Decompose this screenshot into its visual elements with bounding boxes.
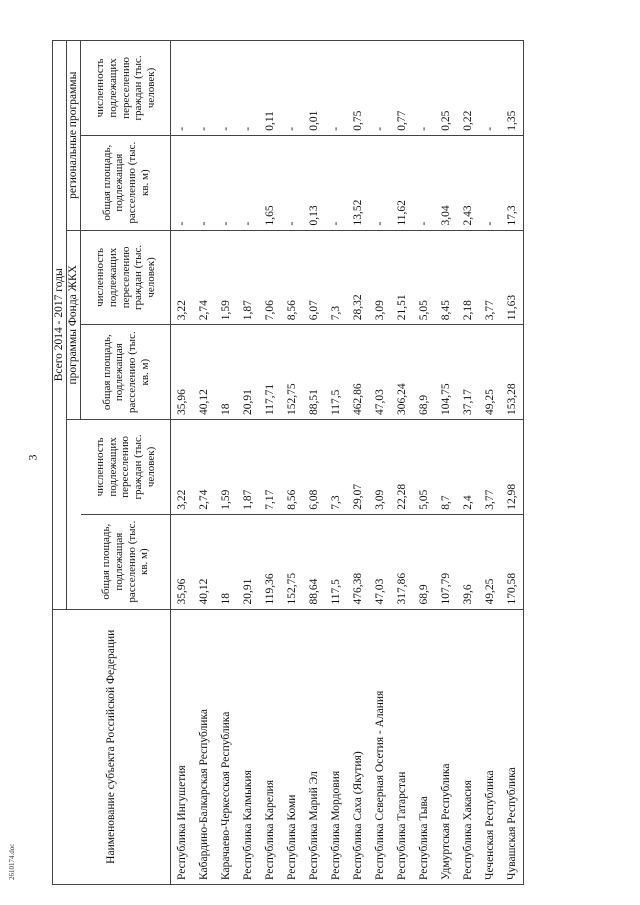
value-cell-c1: 49,25	[479, 514, 501, 609]
value-cell-c2: 1,59	[215, 420, 237, 515]
value-cell-c6: -	[413, 41, 435, 136]
subject-name-cell: Республика Калмыкия	[237, 609, 259, 884]
subject-column-header: Наименование субъекта Российской Федерации	[53, 609, 171, 884]
value-cell-c4: 1,59	[215, 230, 237, 325]
value-cell-c6: -	[479, 41, 501, 136]
value-cell-c2: 8,7	[435, 420, 457, 515]
value-cell-c6: 0,22	[457, 41, 479, 136]
value-cell-c5: -	[413, 135, 435, 230]
total-area-header: общая площадь, подлежащая расселению (тыс. кв. м)	[81, 514, 171, 609]
value-cell-c4: 8,56	[281, 230, 303, 325]
value-cell-c2: 12,98	[501, 420, 524, 515]
value-cell-c5: -	[369, 135, 391, 230]
rotated-table-container	[52, 40, 617, 885]
value-cell-c6: 0,11	[259, 41, 281, 136]
value-cell-c4: 28,32	[347, 230, 369, 325]
value-cell-c5: -	[193, 135, 215, 230]
value-cell-c2: 22,28	[391, 420, 413, 515]
value-cell-c3: 117,71	[259, 325, 281, 420]
value-cell-c3: 20,91	[237, 325, 259, 420]
value-cell-c5: -	[171, 135, 194, 230]
value-cell-c6: 0,75	[347, 41, 369, 136]
value-cell-c4: 7,3	[325, 230, 347, 325]
table-row	[215, 41, 237, 885]
value-cell-c4: 2,74	[193, 230, 215, 325]
value-cell-c4: 11,63	[501, 230, 524, 325]
value-cell-c4: 3,09	[369, 230, 391, 325]
value-cell-c4: 7,06	[259, 230, 281, 325]
value-cell-c5: -	[281, 135, 303, 230]
table-row	[237, 41, 259, 885]
value-cell-c4: 8,45	[435, 230, 457, 325]
value-cell-c1: 39,6	[457, 514, 479, 609]
table-row	[259, 41, 281, 885]
value-cell-c2: 7,3	[325, 420, 347, 515]
value-cell-c1: 47,03	[369, 514, 391, 609]
subject-name-cell: Удмуртская Республика	[435, 609, 457, 884]
value-cell-c1: 20,91	[237, 514, 259, 609]
value-cell-c6: -	[325, 41, 347, 136]
subject-name-cell: Республика Татарстан	[391, 609, 413, 884]
value-cell-c6: -	[193, 41, 215, 136]
value-cell-c3: 18	[215, 325, 237, 420]
subject-name-cell: Республика Мордовия	[325, 609, 347, 884]
value-cell-c3: 306,24	[391, 325, 413, 420]
value-cell-c5: 17,3	[501, 135, 524, 230]
subject-name-cell: Чеченская Республика	[479, 609, 501, 884]
rotated-table	[52, 40, 617, 885]
total-count-header: численность подлежащих переселению граждан (тыс. человек)	[81, 420, 171, 515]
value-cell-c4: 6,07	[303, 230, 325, 325]
table-row	[435, 41, 457, 885]
table-row	[479, 41, 501, 885]
subject-name-cell: Республика Коми	[281, 609, 303, 884]
subject-name-cell: Республика Саха (Якутия)	[347, 609, 369, 884]
value-cell-c3: 152,75	[281, 325, 303, 420]
value-cell-c4: 2,18	[457, 230, 479, 325]
value-cell-c2: 1,87	[237, 420, 259, 515]
table-row	[369, 41, 391, 885]
value-cell-c6: -	[237, 41, 259, 136]
value-cell-c3: 37,17	[457, 325, 479, 420]
regional-area-header: общая площадь, подлежащая расселению (тыс. кв. м)	[81, 135, 171, 230]
value-cell-c1: 119,36	[259, 514, 281, 609]
subject-name-cell: Республика Северная Осетия - Алания	[369, 609, 391, 884]
value-cell-c5: 3,04	[435, 135, 457, 230]
value-cell-c4: 5,05	[413, 230, 435, 325]
table-row	[501, 41, 524, 885]
table-row	[413, 41, 435, 885]
value-cell-c2: 2,74	[193, 420, 215, 515]
fund-area-header: общая площадь, подлежащая расселению (тыс. кв. м)	[81, 325, 171, 420]
value-cell-c5: 11,62	[391, 135, 413, 230]
table-row	[303, 41, 325, 885]
value-cell-c1: 18	[215, 514, 237, 609]
value-cell-c4: 3,77	[479, 230, 501, 325]
value-cell-c5: 0,13	[303, 135, 325, 230]
value-cell-c3: 35,96	[171, 325, 194, 420]
page-number: 3	[25, 454, 40, 461]
value-cell-c3: 88,51	[303, 325, 325, 420]
value-cell-c5: 1,65	[259, 135, 281, 230]
value-cell-c2: 5,05	[413, 420, 435, 515]
fund-count-header: численность подлежащих переселению граждан (тыс. человек)	[81, 230, 171, 325]
subject-name-cell: Республика Марий Эл	[303, 609, 325, 884]
value-cell-c1: 88,64	[303, 514, 325, 609]
value-cell-c6: 0,01	[303, 41, 325, 136]
value-cell-c2: 29,07	[347, 420, 369, 515]
regional-count-header: численность подлежащих переселению граждан (тыс. человек)	[81, 41, 171, 136]
value-cell-c3: 68,9	[413, 325, 435, 420]
value-cell-c6: -	[171, 41, 194, 136]
value-cell-c2: 3,22	[171, 420, 194, 515]
table-row	[325, 41, 347, 885]
value-cell-c2: 3,77	[479, 420, 501, 515]
table-row	[193, 41, 215, 885]
value-cell-c4: 3,22	[171, 230, 194, 325]
table-row	[457, 41, 479, 885]
value-cell-c3: 117,5	[325, 325, 347, 420]
value-cell-c3: 153,28	[501, 325, 524, 420]
value-cell-c3: 49,25	[479, 325, 501, 420]
value-cell-c6: 0,77	[391, 41, 413, 136]
value-cell-c2: 6,08	[303, 420, 325, 515]
table-row	[171, 41, 194, 885]
subject-name-cell: Республика Ингушетия	[171, 609, 194, 884]
value-cell-c5: -	[325, 135, 347, 230]
value-cell-c5: 13,52	[347, 135, 369, 230]
value-cell-c1: 152,75	[281, 514, 303, 609]
value-cell-c5: -	[479, 135, 501, 230]
subject-name-cell: Чувашская Республика	[501, 609, 524, 884]
value-cell-c3: 104,75	[435, 325, 457, 420]
value-cell-c6: 1,35	[501, 41, 524, 136]
value-cell-c1: 68,9	[413, 514, 435, 609]
value-cell-c3: 40,12	[193, 325, 215, 420]
value-cell-c1: 35,96	[171, 514, 194, 609]
value-cell-c6: -	[215, 41, 237, 136]
value-cell-c1: 117,5	[325, 514, 347, 609]
value-cell-c1: 107,79	[435, 514, 457, 609]
value-cell-c2: 8,56	[281, 420, 303, 515]
subject-name-cell: Республика Карелия	[259, 609, 281, 884]
value-cell-c6: 0,25	[435, 41, 457, 136]
value-cell-c2: 3,09	[369, 420, 391, 515]
document-code: 2610174.doc	[8, 843, 16, 880]
value-cell-c3: 47,03	[369, 325, 391, 420]
table-row	[347, 41, 369, 885]
regional-group-header: региональные программы	[67, 41, 81, 231]
table-row	[391, 41, 413, 885]
value-cell-c1: 476,38	[347, 514, 369, 609]
value-cell-c4: 1,87	[237, 230, 259, 325]
total-spacer	[67, 420, 81, 610]
value-cell-c3: 462,86	[347, 325, 369, 420]
fund-group-header: программы Фонда ЖКХ	[67, 230, 81, 420]
value-cell-c5: -	[215, 135, 237, 230]
value-cell-c5: -	[237, 135, 259, 230]
value-cell-c2: 2,4	[457, 420, 479, 515]
value-cell-c5: 2,43	[457, 135, 479, 230]
value-cell-c4: 21,51	[391, 230, 413, 325]
value-cell-c1: 170,58	[501, 514, 524, 609]
value-cell-c2: 7,17	[259, 420, 281, 515]
value-cell-c1: 317,86	[391, 514, 413, 609]
subject-name-cell: Республика Тыва	[413, 609, 435, 884]
value-cell-c1: 40,12	[193, 514, 215, 609]
value-cell-c6: -	[281, 41, 303, 136]
subject-name-cell: Кабардино-Балкарская Республика	[193, 609, 215, 884]
subject-name-cell: Республика Хакасия	[457, 609, 479, 884]
total-group-header: Всего 2014 - 2017 годы	[53, 41, 67, 610]
subject-name-cell: Карачаево-Черкесская Республика	[215, 609, 237, 884]
table-row	[281, 41, 303, 885]
resettlement-table	[52, 40, 524, 885]
value-cell-c6: -	[369, 41, 391, 136]
